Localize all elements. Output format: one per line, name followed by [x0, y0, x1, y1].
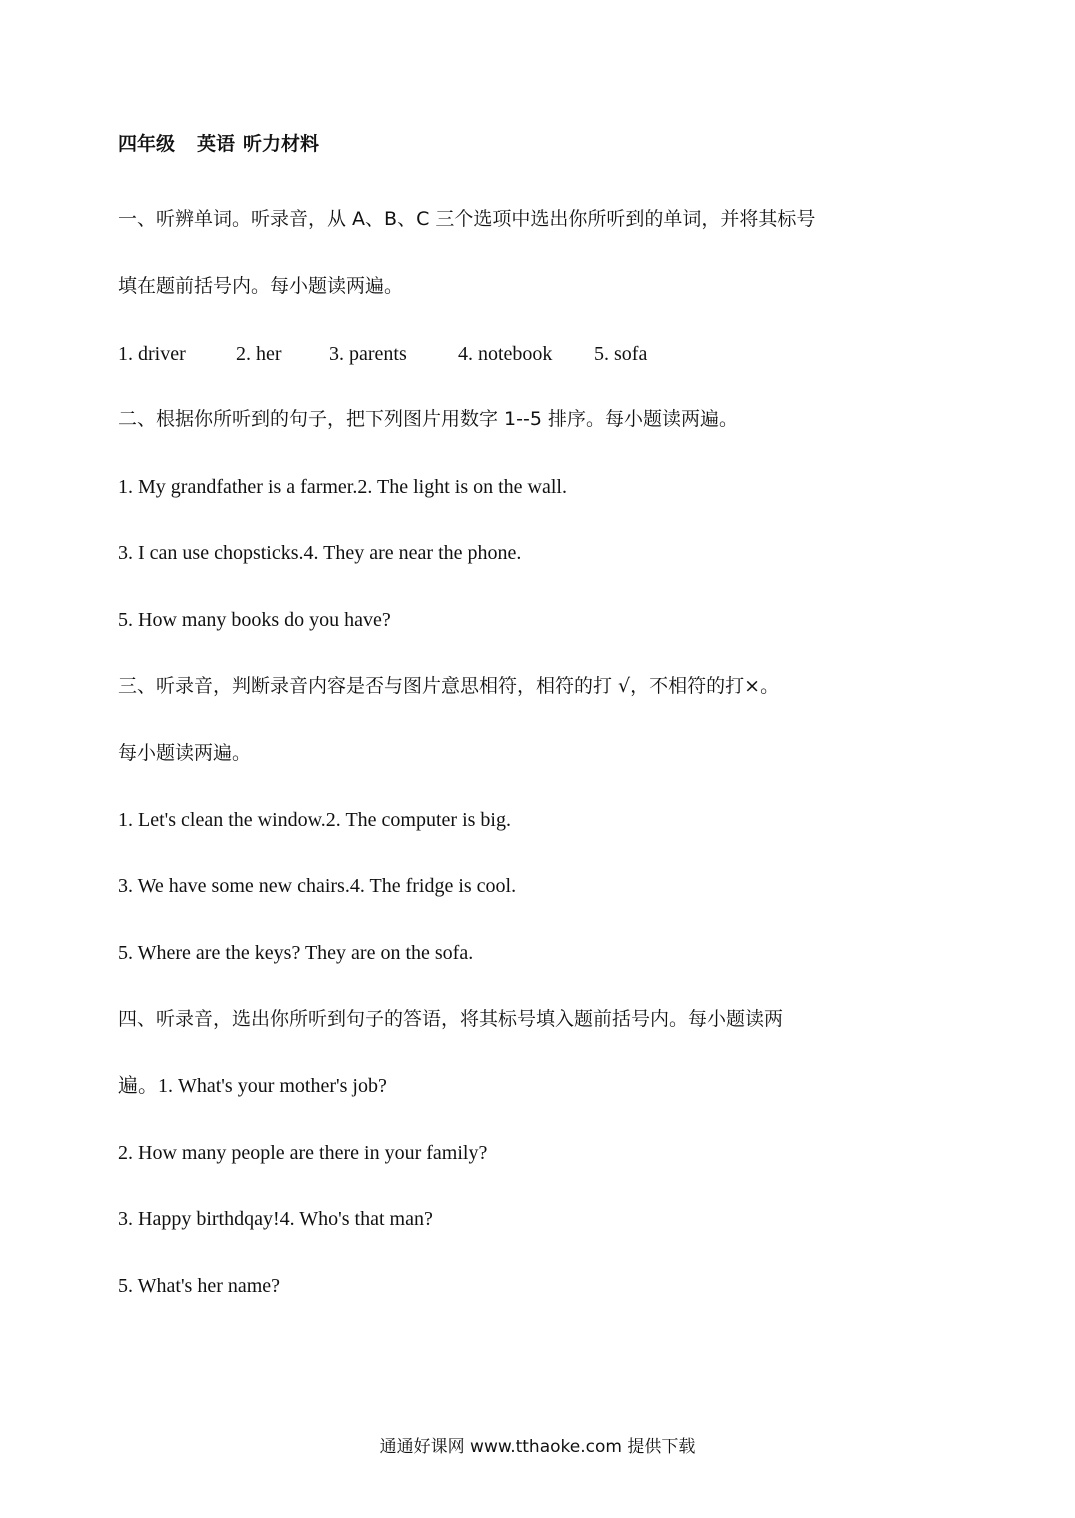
title-grade: 四年级: [118, 133, 176, 155]
section4-instruction-line1: 四、听录音，选出你所听到句子的答语，将其标号填入题前括号内。每小题读两: [118, 1008, 784, 1030]
document-title: [118, 131, 319, 157]
section2-line: 5. How many books do you have?: [118, 609, 391, 631]
section3-line: 5. Where are the keys? They are on the sofa.: [118, 942, 474, 964]
word-item: 3. parents: [329, 343, 407, 365]
section4-line: 3. Happy birthdqay!4. Who's that man?: [118, 1208, 433, 1230]
title-subject: 英语: [197, 133, 236, 155]
section4-instruction-line2: 遍。1. What's your mother's job?: [118, 1075, 387, 1097]
section4-line: 5. What's her name?: [118, 1275, 281, 1297]
page-footer: 通通好课网 www.tthaoke.com 提供下载: [379, 1437, 696, 1457]
word-item: 1. driver: [118, 343, 186, 365]
section2-instruction: 二、根据你所听到的句子，把下列图片用数字 1--5 排序。每小题读两遍。: [118, 408, 738, 430]
section1-word-list: [118, 341, 647, 367]
section1-instruction-line1: 一、听辨单词。听录音，从 A、B、C 三个选项中选出你所听到的单词，并将其标号: [118, 208, 816, 230]
section3-line: 1. Let's clean the window.2. The computer is big.: [118, 809, 511, 831]
word-item: 5. sofa: [594, 343, 648, 365]
title-material: 听力材料: [243, 133, 320, 155]
section2-line: 3. I can use chopsticks.4. They are near the phone.: [118, 542, 522, 564]
section3-line: 3. We have some new chairs.4. The fridge is cool.: [118, 875, 517, 897]
section2-line: 1. My grandfather is a farmer.2. The light is on the wall.: [118, 476, 567, 498]
section4-line: 2. How many people are there in your family?: [118, 1142, 488, 1164]
section3-instruction-line2: 每小题读两遍。: [118, 742, 252, 764]
section1-instruction-line2: 填在题前括号内。每小题读两遍。: [118, 275, 404, 297]
word-item: 4. notebook: [458, 343, 553, 365]
word-item: 2. her: [236, 343, 282, 365]
section3-instruction-line1: 三、听录音，判断录音内容是否与图片意思相符，相符的打 √，不相符的打×。: [118, 675, 780, 697]
